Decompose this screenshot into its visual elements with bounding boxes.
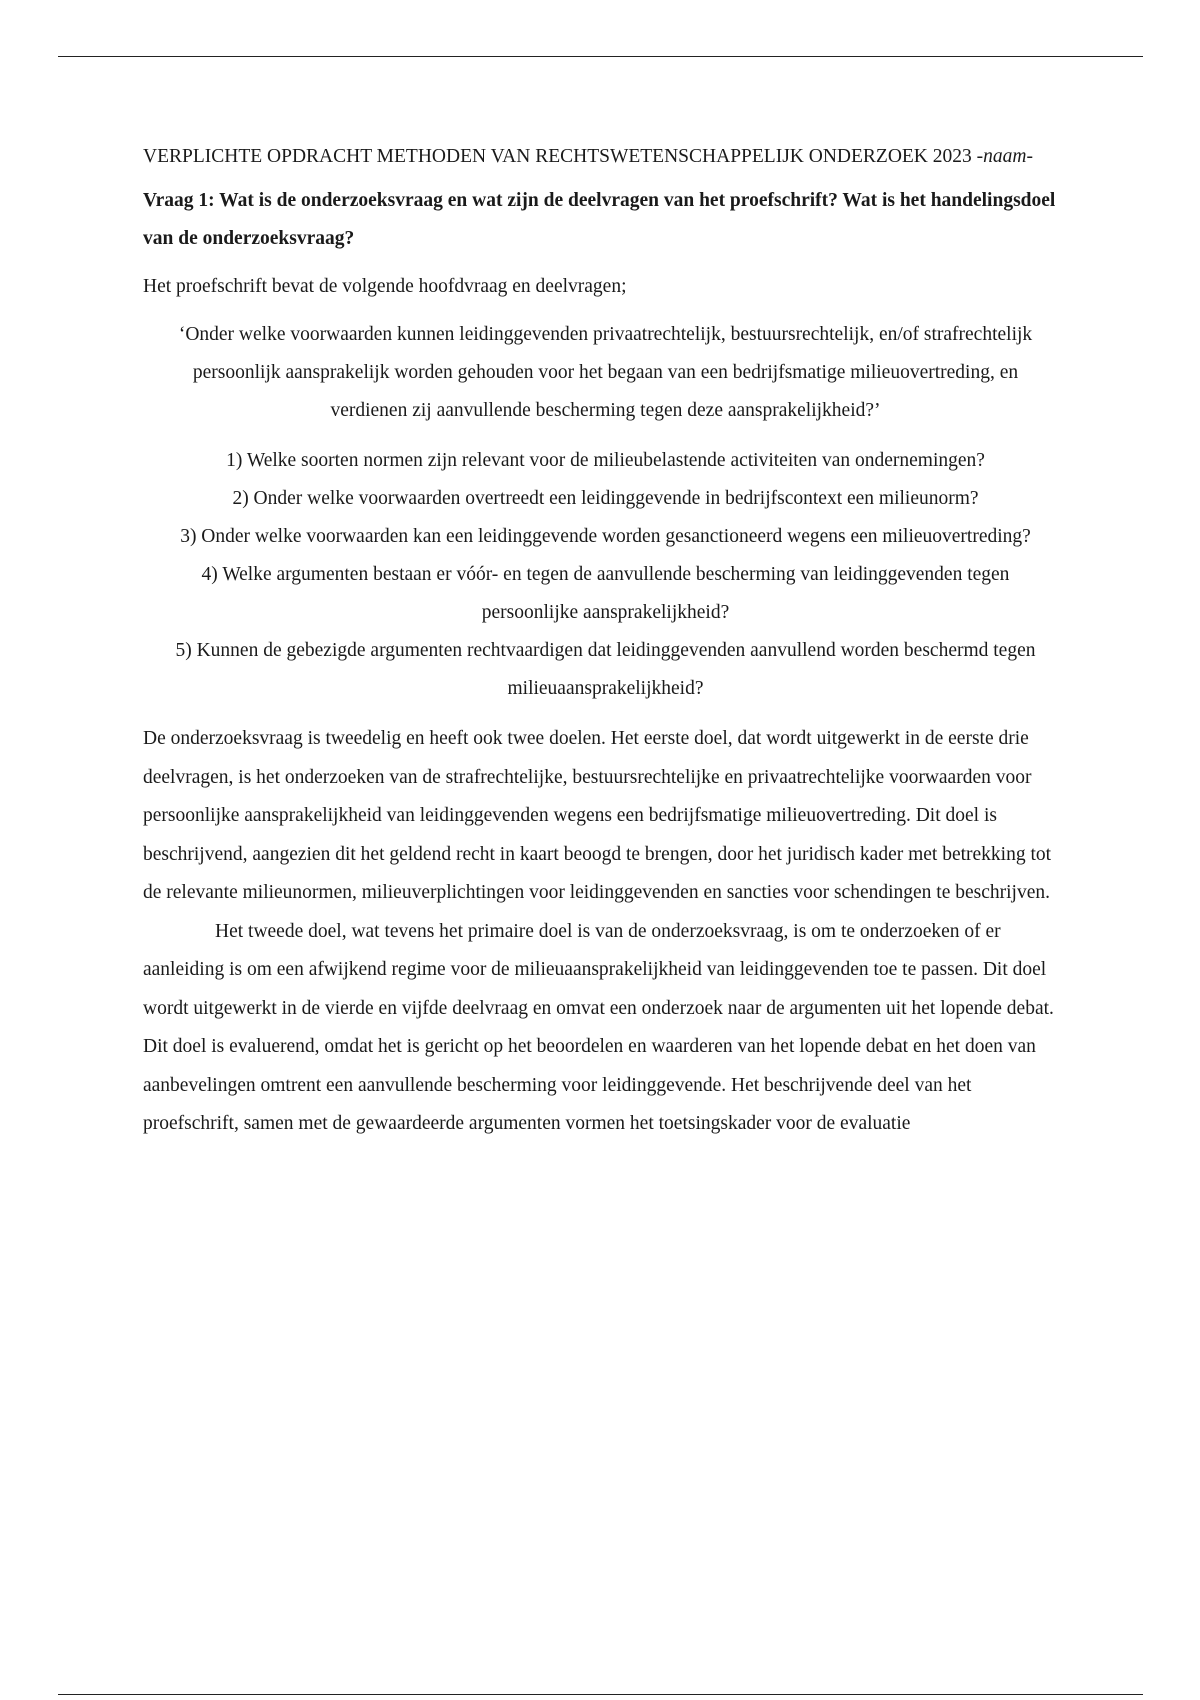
subquestion-item: 2) Onder welke voorwaarden overtreedt een leidinggevende in bedrijfscontext een milieunorm? — [232, 488, 979, 509]
bottom-rule — [58, 1694, 1143, 1695]
document-title — [143, 138, 1068, 176]
document-page — [143, 138, 1068, 1144]
title-text: VERPLICHTE OPDRACHT METHODEN VAN RECHTSWETENSCHAPPELIJK ONDERZOEK 2023 — [143, 146, 972, 167]
subquestion-item: 4) Welke argumenten bestaan er vóór- en tegen de aanvullende bescherming van leidinggevenden tegen persoonlijke aansprakelijkheid? — [201, 564, 1010, 623]
subquestion-item: 5) Kunnen de gebezigde argumenten rechtvaardigen dat leidinggevenden aanvullend worden beschermd tegen milieuaansprakelijkheid? — [175, 640, 1036, 699]
body-paragraph: Het tweede doel, wat tevens het primaire doel is van de onderzoeksvraag, is om te onderzoeken of er aanleiding is om een afwijkend regime voor de milieuaansprakelijkheid van leidinggevenden toe te passen. Dit doel wordt uitgewerkt in de vierde en vijfde deelvraag en omvat een onderzoek naar de argumenten uit het lopende debat. Dit doel is evaluerend, omdat het is gericht op het beoordelen en waarderen van het lopende debat en het doen van aanbevelingen omtrent een aanvullende bescherming voor leidinggevende. Het beschrijvende deel van het proefschrift, samen met de gewaardeerde argumenten vormen het toetsingskader voor de evaluatie — [143, 920, 1054, 1134]
top-rule — [58, 56, 1143, 57]
question-heading: Vraag 1: Wat is de onderzoeksvraag en wat zijn de deelvragen van het proefschrift? Wat is het handelingsdoel van de onderzoeksvraag? — [143, 190, 1056, 249]
body-paragraph: De onderzoeksvraag is tweedelig en heeft ook twee doelen. Het eerste doel, dat wordt uitgewerkt in de eerste drie deelvragen, is het onderzoeken van de strafrechtelijke, bestuursrechtelijke en privaatrechtelijke voorwaarden voor persoonlijke aansprakelijkheid van leidinggevenden wegens een bedrijfsmatige milieuovertreding. Dit doel is beschrijvend, aangezien dit het geldend recht in kaart beoogd te brengen, door het juridisch kader met betrekking tot de relevante milieunormen, milieuverplichtingen voor leidinggevenden en sancties voor schendingen te beschrijven. — [143, 728, 1052, 903]
main-research-question: ‘Onder welke voorwaarden kunnen leidinggevenden privaatrechtelijk, bestuursrechtelijk, en/of strafrechtelijk persoonlijk aansprakelijk worden gehouden voor het begaan van een bedrijfsmatige milieuovertreding, en verdienen zij aanvullende bescherming tegen deze aansprakelijkheid?’ — [178, 324, 1033, 421]
author-placeholder: -naam- — [976, 146, 1033, 167]
subquestion-item: 3) Onder welke voorwaarden kan een leidinggevende worden gesanctioneerd wegens een milieuovertreding? — [180, 526, 1031, 547]
subquestion-list — [143, 442, 1068, 708]
subquestion-item: 1) Welke soorten normen zijn relevant voor de milieubelastende activiteiten van ondernemingen? — [226, 450, 985, 471]
intro-text: Het proefschrift bevat de volgende hoofdvraag en deelvragen; — [143, 276, 627, 297]
